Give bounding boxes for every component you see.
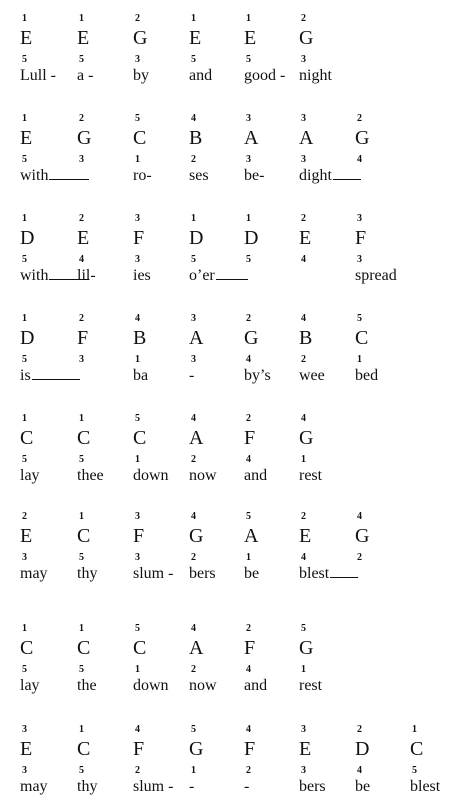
lyric-text: and [244,677,268,694]
hold-underline [216,279,248,280]
note-letter: C [133,427,147,449]
right-hand-finger-number: 2 [246,413,251,424]
left-hand-finger-number: 5 [22,664,27,675]
left-hand-finger-number: 1 [301,454,306,465]
lyric-syllable [244,367,271,385]
lyric-syllable [77,267,96,285]
lyric-text: lay [20,467,40,484]
lyric-text: thee [77,467,104,484]
note-letter: E [244,27,257,49]
left-hand-finger-number: 5 [22,454,27,465]
right-hand-finger-number: 2 [357,113,362,124]
lyric-syllable [244,778,249,796]
lyric-text: slum - [133,565,174,582]
right-hand-finger-number: 5 [135,113,140,124]
left-hand-finger-number: 4 [246,454,251,465]
note-letter: G [133,27,148,49]
lyric-text: - [189,778,195,795]
right-hand-finger-number: 3 [246,113,251,124]
right-hand-finger-number: 1 [22,113,27,124]
lyric-syllable [244,67,285,85]
note-letter: F [133,738,145,760]
note-letter: C [20,637,34,659]
note-letter: C [355,327,369,349]
lyric-syllable [133,565,173,583]
lyric-text: good - [244,67,286,84]
left-hand-finger-number: 5 [412,765,417,776]
lyric-syllable [20,565,48,583]
song-line [0,14,450,96]
left-hand-finger-number: 5 [79,552,84,563]
right-hand-finger-number: 2 [246,623,251,634]
right-hand-finger-number: 2 [357,724,362,735]
left-hand-finger-number: 3 [246,154,251,165]
note-letter: A [299,127,314,149]
right-hand-finger-number: 1 [79,413,84,424]
note-letter: F [244,637,256,659]
note-letter: G [299,637,314,659]
lyric-syllable [77,565,97,583]
left-hand-finger-number: 1 [246,552,251,563]
note-letter: A [244,127,259,149]
note-letter: D [20,227,35,249]
lyric-syllable [244,167,264,185]
lyric-text: lay [20,677,40,694]
lyric-syllable [299,778,326,796]
right-hand-finger-number: 4 [301,413,306,424]
lyric-syllable [77,677,97,695]
right-hand-finger-number: 5 [301,623,306,634]
right-hand-finger-number: 1 [191,13,196,24]
note-letter: A [189,327,204,349]
right-hand-finger-number: 2 [79,113,84,124]
lyric-text: by’s [244,367,271,384]
left-hand-finger-number: 5 [246,54,251,65]
right-hand-finger-number: 2 [79,213,84,224]
lyric-text: ro- [133,167,152,184]
lyric-text: down [133,677,169,694]
hold-underline [333,179,361,180]
right-hand-finger-number: 2 [135,13,140,24]
lyric-text: be [355,778,371,795]
lyric-text: blest [410,778,441,795]
note-letter: C [77,738,91,760]
left-hand-finger-number: 3 [79,154,84,165]
lyric-syllable [133,677,169,695]
lyric-text: lil- [77,267,96,284]
lyric-text: - [244,778,250,795]
lyric-syllable [20,778,48,796]
left-hand-finger-number: 4 [301,552,306,563]
note-letter: E [299,227,312,249]
left-hand-finger-number: 3 [135,552,140,563]
right-hand-finger-number: 5 [191,724,196,735]
left-hand-finger-number: 1 [135,454,140,465]
lyric-text: wee [299,367,325,384]
song-line [0,725,450,807]
left-hand-finger-number: 5 [22,54,27,65]
lyric-text: down [133,467,169,484]
right-hand-finger-number: 1 [22,313,27,324]
lyric-syllable [189,267,248,285]
left-hand-finger-number: 5 [22,254,27,265]
left-hand-finger-number: 5 [246,254,251,265]
left-hand-finger-number: 5 [22,154,27,165]
right-hand-finger-number: 2 [301,13,306,24]
left-hand-finger-number: 2 [191,454,196,465]
right-hand-finger-number: 1 [22,213,27,224]
left-hand-finger-number: 4 [246,664,251,675]
right-hand-finger-number: 1 [22,413,27,424]
lyric-text: be- [244,167,265,184]
hold-underline [330,577,358,578]
lyric-syllable [20,167,89,185]
right-hand-finger-number: 5 [135,413,140,424]
left-hand-finger-number: 5 [79,454,84,465]
right-hand-finger-number: 1 [246,213,251,224]
right-hand-finger-number: 3 [301,724,306,735]
note-letter: B [189,127,203,149]
note-letter: E [77,227,90,249]
note-letter: G [299,27,314,49]
lyric-text: bed [355,367,379,384]
note-letter: G [77,127,92,149]
right-hand-finger-number: 2 [301,511,306,522]
note-letter: C [20,427,34,449]
left-hand-finger-number: 2 [357,552,362,563]
song-line [0,512,450,594]
lyric-text: rest [299,677,323,694]
right-hand-finger-number: 1 [79,623,84,634]
note-letter: C [77,637,91,659]
left-hand-finger-number: 4 [301,254,306,265]
lyric-text: and [189,67,213,84]
lyric-syllable [299,67,332,85]
left-hand-finger-number: 3 [191,354,196,365]
right-hand-finger-number: 5 [246,511,251,522]
note-letter: F [355,227,367,249]
right-hand-finger-number: 2 [301,213,306,224]
lyric-syllable [299,467,322,485]
note-letter: D [244,227,259,249]
right-hand-finger-number: 4 [357,511,362,522]
left-hand-finger-number: 2 [191,154,196,165]
note-letter: G [299,427,314,449]
lyric-syllable [20,367,80,385]
left-hand-finger-number: 2 [191,664,196,675]
right-hand-finger-number: 1 [79,511,84,522]
lyric-text: by [133,67,149,84]
lyric-text: spread [355,267,397,284]
note-letter: E [189,27,202,49]
lyric-text: rest [299,467,323,484]
note-letter: F [133,227,145,249]
lyric-text: slum - [133,778,174,795]
right-hand-finger-number: 3 [22,724,27,735]
song-line [0,414,450,496]
lyric-syllable [133,67,149,85]
lyric-syllable [244,467,267,485]
lyric-text: thy [77,565,98,582]
note-letter: A [189,427,204,449]
note-letter: E [77,27,90,49]
lyric-text: thy [77,778,98,795]
right-hand-finger-number: 4 [191,113,196,124]
lyric-text: and [244,467,268,484]
note-letter: C [77,525,91,547]
right-hand-finger-number: 3 [301,113,306,124]
lyric-text: bers [299,778,326,795]
lyric-syllable [189,367,194,385]
right-hand-finger-number: 3 [357,213,362,224]
note-letter: F [244,427,256,449]
lyric-syllable [77,67,93,85]
left-hand-finger-number: 2 [135,765,140,776]
lyric-text: Lull - [20,67,56,84]
left-hand-finger-number: 1 [357,354,362,365]
lyric-syllable [189,467,217,485]
lyric-text: with [20,167,49,184]
note-letter: E [20,738,33,760]
note-letter: G [189,525,204,547]
lyric-syllable [410,778,440,796]
note-letter: F [77,327,89,349]
lyric-text: ies [133,267,151,284]
right-hand-finger-number: 5 [135,623,140,634]
song-line [0,214,450,296]
left-hand-finger-number: 3 [22,552,27,563]
lyric-syllable [355,778,370,796]
note-letter: G [355,525,370,547]
right-hand-finger-number: 1 [79,13,84,24]
lyric-syllable [244,565,259,583]
left-hand-finger-number: 1 [135,154,140,165]
song-line [0,624,450,706]
lyric-text: ba [133,367,149,384]
lyric-syllable [189,67,212,85]
right-hand-finger-number: 4 [301,313,306,324]
right-hand-finger-number: 2 [22,511,27,522]
lyric-text: - [189,367,195,384]
left-hand-finger-number: 3 [135,54,140,65]
note-letter: C [77,427,91,449]
note-letter: D [189,227,204,249]
right-hand-finger-number: 4 [135,313,140,324]
lyric-syllable [299,167,361,185]
lyric-syllable [244,677,267,695]
note-letter: E [299,525,312,547]
left-hand-finger-number: 1 [135,354,140,365]
left-hand-finger-number: 2 [191,552,196,563]
lyric-syllable [189,565,216,583]
right-hand-finger-number: 4 [191,413,196,424]
left-hand-finger-number: 5 [79,765,84,776]
lyric-text: night [299,67,332,84]
lyric-text: now [189,467,217,484]
left-hand-finger-number: 5 [191,254,196,265]
lyric-syllable [20,67,56,85]
note-letter: G [355,127,370,149]
lyric-syllable [299,367,325,385]
right-hand-finger-number: 1 [22,13,27,24]
lyric-text: blest [299,565,330,582]
note-letter: E [20,525,33,547]
left-hand-finger-number: 3 [357,254,362,265]
note-letter: A [189,637,204,659]
note-letter: F [133,525,145,547]
lyric-syllable [77,778,97,796]
note-letter: E [20,127,33,149]
lyric-syllable [189,167,209,185]
lyric-syllable [20,467,40,485]
right-hand-finger-number: 5 [357,313,362,324]
left-hand-finger-number: 3 [301,54,306,65]
right-hand-finger-number: 1 [191,213,196,224]
note-letter: D [20,327,35,349]
lyric-syllable [133,778,173,796]
lyric-syllable [133,167,152,185]
note-letter: E [299,738,312,760]
left-hand-finger-number: 1 [301,664,306,675]
lyric-text: may [20,565,48,582]
right-hand-finger-number: 1 [412,724,417,735]
left-hand-finger-number: 4 [79,254,84,265]
lyric-text: the [77,677,97,694]
left-hand-finger-number: 5 [79,54,84,65]
left-hand-finger-number: 5 [191,54,196,65]
left-hand-finger-number: 3 [79,354,84,365]
lyric-syllable [133,467,169,485]
left-hand-finger-number: 1 [135,664,140,675]
lyric-text: be [244,565,260,582]
song-line [0,314,450,396]
lyric-syllable [133,367,148,385]
note-letter: C [133,637,147,659]
right-hand-finger-number: 4 [246,724,251,735]
lyric-syllable [299,565,358,583]
lyric-text: with [20,267,49,284]
hold-underline [32,379,80,380]
note-letter: G [189,738,204,760]
lyric-text: bers [189,565,216,582]
left-hand-finger-number: 2 [301,354,306,365]
lyric-text: dight [299,167,332,184]
lyric-text: is [20,367,31,384]
left-hand-finger-number: 4 [357,765,362,776]
left-hand-finger-number: 3 [301,154,306,165]
right-hand-finger-number: 1 [22,623,27,634]
note-letter: C [410,738,424,760]
left-hand-finger-number: 3 [22,765,27,776]
note-letter: D [355,738,370,760]
note-letter: E [20,27,33,49]
right-hand-finger-number: 1 [246,13,251,24]
right-hand-finger-number: 3 [135,511,140,522]
note-letter: F [244,738,256,760]
lyric-text: a - [77,67,94,84]
left-hand-finger-number: 4 [246,354,251,365]
left-hand-finger-number: 4 [357,154,362,165]
left-hand-finger-number: 2 [246,765,251,776]
lyric-text: may [20,778,48,795]
song-line [0,114,450,196]
left-hand-finger-number: 1 [191,765,196,776]
right-hand-finger-number: 3 [135,213,140,224]
right-hand-finger-number: 2 [246,313,251,324]
lyric-syllable [299,677,322,695]
note-letter: A [244,525,259,547]
right-hand-finger-number: 2 [79,313,84,324]
lyric-syllable [189,778,194,796]
lyric-syllable [20,677,40,695]
lyric-syllable [77,467,104,485]
note-letter: B [133,327,147,349]
left-hand-finger-number: 5 [79,664,84,675]
note-letter: G [244,327,259,349]
lyric-syllable [133,267,151,285]
lyric-syllable [355,367,378,385]
left-hand-finger-number: 3 [301,765,306,776]
lyric-text: o’er [189,267,215,284]
note-letter: B [299,327,313,349]
note-letter: C [133,127,147,149]
hold-underline [49,179,89,180]
right-hand-finger-number: 1 [79,724,84,735]
lyric-text: ses [189,167,209,184]
right-hand-finger-number: 4 [191,623,196,634]
right-hand-finger-number: 4 [135,724,140,735]
right-hand-finger-number: 4 [191,511,196,522]
lyric-syllable [189,677,217,695]
lyric-syllable [355,267,397,285]
left-hand-finger-number: 5 [22,354,27,365]
right-hand-finger-number: 3 [191,313,196,324]
left-hand-finger-number: 3 [135,254,140,265]
lyric-text: now [189,677,217,694]
